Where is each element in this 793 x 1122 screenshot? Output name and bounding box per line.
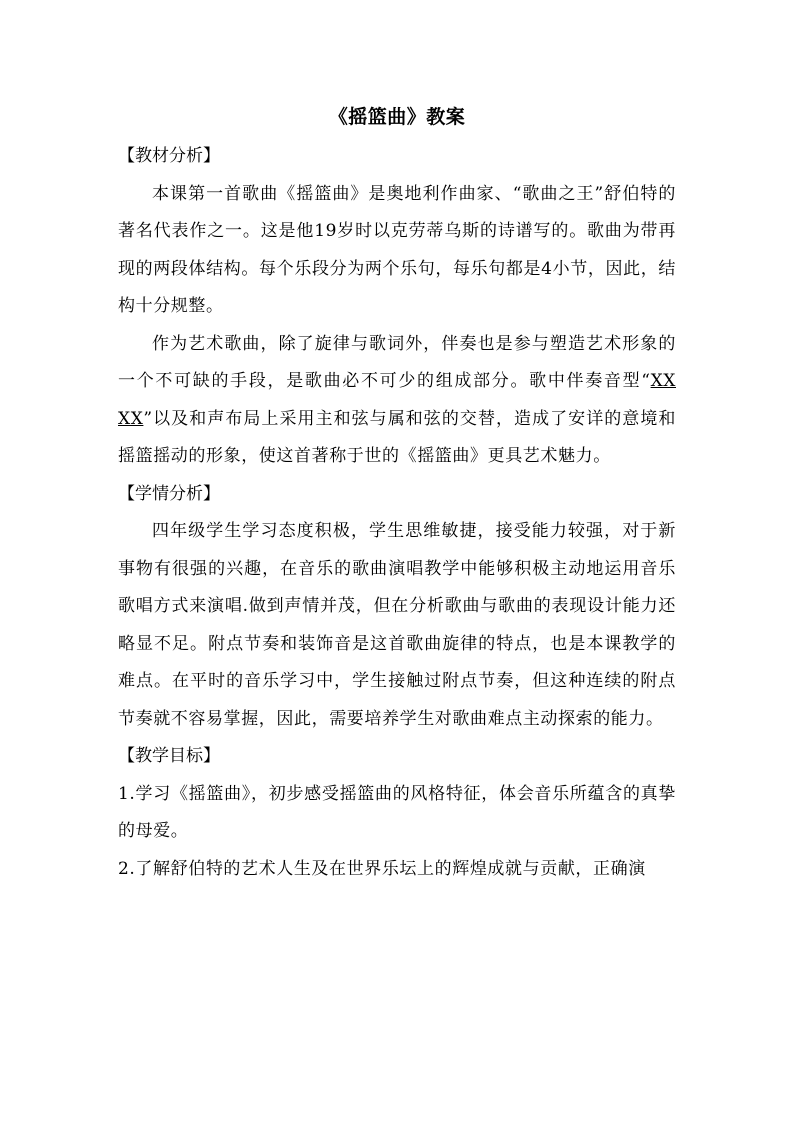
document-title: 《摇篮曲》教案 (328, 106, 466, 128)
section-heading-teaching-goals: 【教学目标】 (118, 746, 220, 766)
paragraph-text: ”以及和声布局上采用主和弦与属和弦的交替，造成了安详的意境和摇篮摇动的形象，使这首著称于世的《摇篮曲》更具艺术魅力。 (118, 408, 676, 466)
document-body (118, 104, 676, 888)
rhythm-pattern: XX XX (118, 371, 676, 429)
goal-item: 1.学习《摇篮曲》，初步感受摇篮曲的风格特征，体会音乐所蕴含的真挚的母爱。 (118, 783, 676, 841)
paragraph: 四年级学生学习态度积极，学生思维敏捷，接受能力较强，对于新事物有很强的兴趣，在音乐的歌曲演唱教学中能够积极主动地运用音乐歌唱方式来演唱.做到声情并茂，但在分析歌曲与歌曲的表现设计能力还略显不足。附点节奏和装饰音是这首歌曲旋律的特点，也是本课教学的难点。在平时的音乐学习中，学生接触过附点节奏，但这种连续的附点节奏就不容易掌握，因此，需要培养学生对歌曲难点主动探索的能力。 (118, 521, 676, 729)
goal-item: 2.了解舒伯特的艺术人生及在世界乐坛上的辉煌成就与贡献，正确演 (118, 858, 646, 879)
paragraph-accompaniment (118, 326, 676, 476)
section-heading-textbook-analysis: 【教材分析】 (118, 146, 220, 166)
paragraph-text: 作为艺术歌曲，除了旋律与歌词外，伴奏也是参与塑造艺术形象的一个不可缺的手段，是歌曲必不可少的组成部分。歌中伴奏音型“ (118, 333, 676, 391)
paragraph: 本课第一首歌曲《摇篮曲》是奥地利作曲家、“歌曲之王”舒伯特的著名代表作之一。这是他19岁时以克劳蒂乌斯的诗谱写的。歌曲为带再现的两段体结构。每个乐段分为两个乐句，每乐句都是4小节，因此，结构十分规整。 (118, 183, 676, 316)
section-heading-student-analysis: 【学情分析】 (118, 483, 220, 504)
